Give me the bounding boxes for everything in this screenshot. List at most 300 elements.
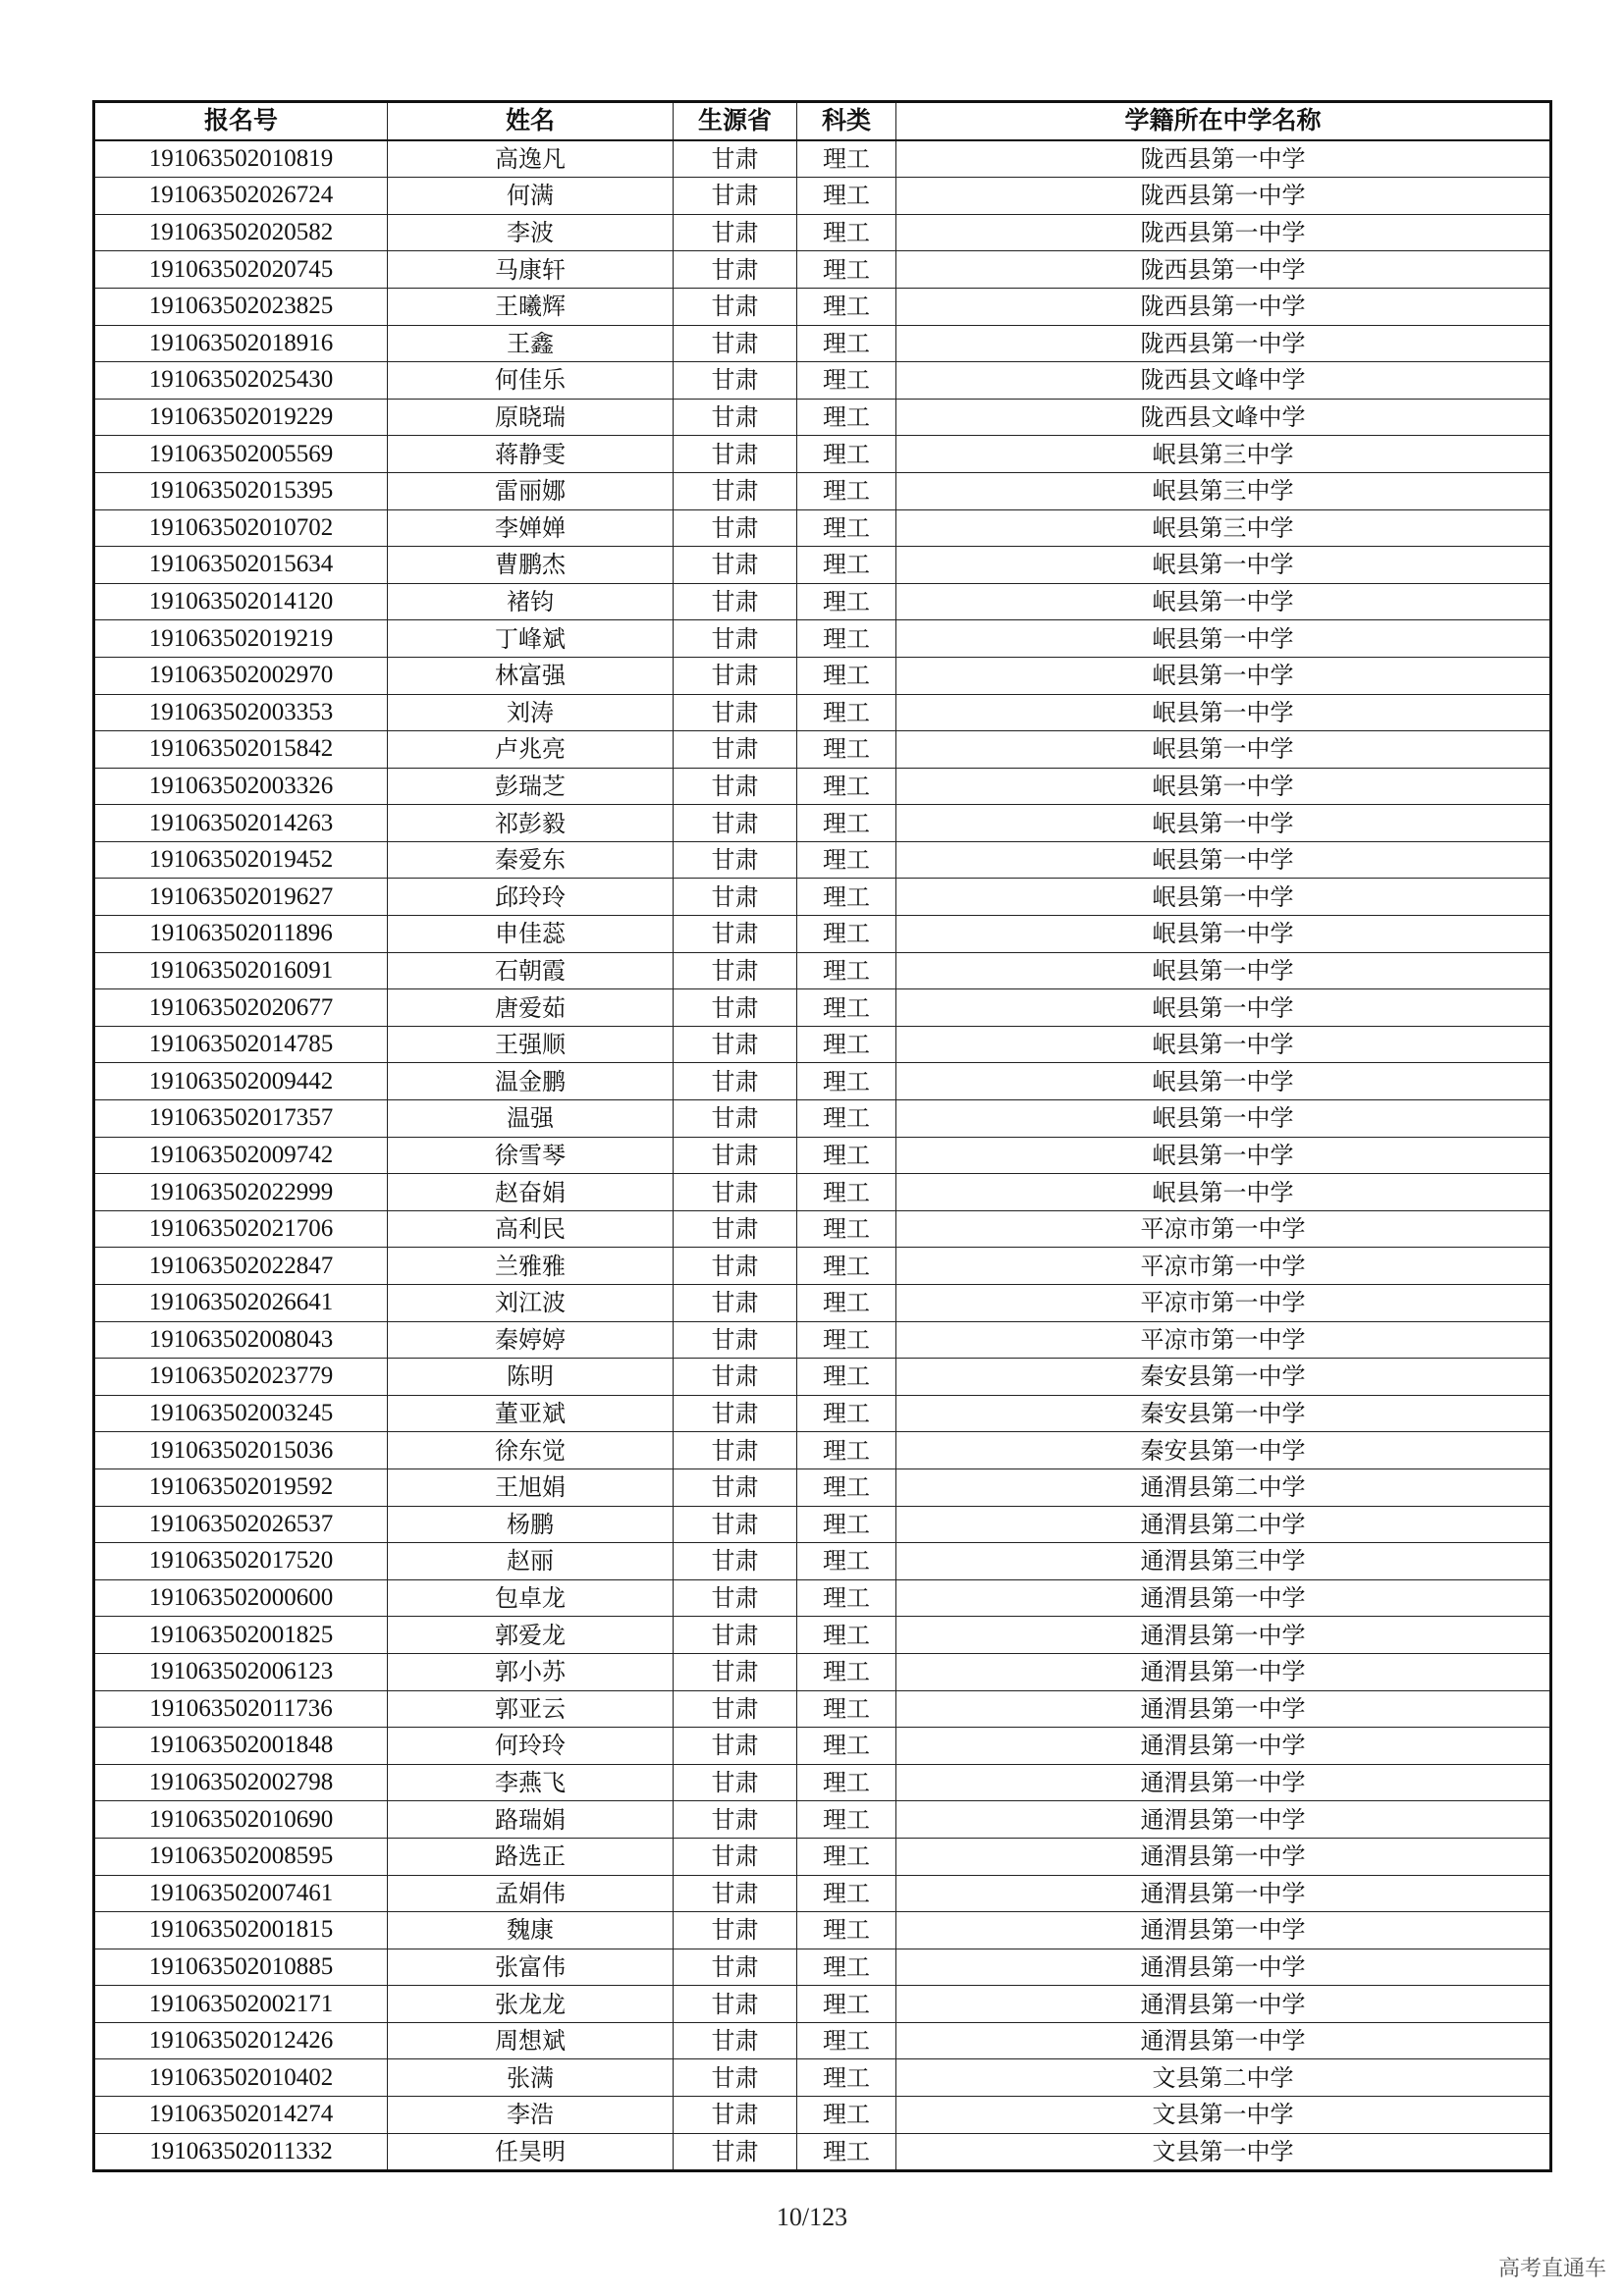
table-row	[94, 399, 1551, 436]
category-cell: 理工	[797, 2059, 896, 2097]
category-cell: 理工	[797, 1210, 896, 1248]
school-name-cell: 岷县第三中学	[896, 509, 1551, 547]
category-cell: 理工	[797, 1100, 896, 1138]
province-cell: 甘肃	[674, 1432, 797, 1469]
admission-list-table	[92, 100, 1552, 2172]
table-row	[94, 694, 1551, 731]
registration-number-cell: 191063502016091	[94, 952, 388, 989]
category-cell: 理工	[797, 657, 896, 694]
category-cell: 理工	[797, 1543, 896, 1580]
category-cell: 理工	[797, 731, 896, 769]
province-cell: 甘肃	[674, 1506, 797, 1543]
registration-number-cell: 191063502019627	[94, 879, 388, 916]
category-cell: 理工	[797, 140, 896, 178]
province-cell: 甘肃	[674, 1210, 797, 1248]
table-row	[94, 952, 1551, 989]
category-cell: 理工	[797, 1617, 896, 1654]
registration-number-cell: 191063502015036	[94, 1432, 388, 1469]
registration-number-cell: 191063502023779	[94, 1359, 388, 1396]
category-cell: 理工	[797, 1063, 896, 1100]
student-name-cell: 王强顺	[388, 1026, 674, 1063]
table-row	[94, 1912, 1551, 1949]
school-name-cell: 岷县第一中学	[896, 1063, 1551, 1100]
registration-number-cell: 191063502011896	[94, 916, 388, 953]
school-name-cell: 秦安县第一中学	[896, 1359, 1551, 1396]
student-name-cell: 秦婷婷	[388, 1321, 674, 1359]
school-name-cell: 岷县第一中学	[896, 768, 1551, 805]
table-row	[94, 1432, 1551, 1469]
province-cell: 甘肃	[674, 472, 797, 509]
table-row	[94, 1728, 1551, 1765]
student-name-cell: 邱玲玲	[388, 879, 674, 916]
province-cell: 甘肃	[674, 1395, 797, 1432]
table-row	[94, 1801, 1551, 1839]
school-name-cell: 文县第一中学	[896, 2133, 1551, 2171]
category-cell: 理工	[797, 1285, 896, 1322]
student-name-cell: 何佳乐	[388, 362, 674, 400]
school-name-cell: 陇西县第一中学	[896, 325, 1551, 362]
registration-number-cell: 191063502012426	[94, 2022, 388, 2059]
category-cell: 理工	[797, 2097, 896, 2134]
student-name-cell: 路瑞娟	[388, 1801, 674, 1839]
province-cell: 甘肃	[674, 731, 797, 769]
registration-number-cell: 191063502008595	[94, 1838, 388, 1875]
student-name-cell: 秦爱东	[388, 841, 674, 879]
school-name-cell: 通渭县第一中学	[896, 1579, 1551, 1617]
province-cell: 甘肃	[674, 916, 797, 953]
student-name-cell: 何玲玲	[388, 1728, 674, 1765]
registration-number-cell: 191063502020745	[94, 251, 388, 289]
registration-number-cell: 191063502001815	[94, 1912, 388, 1949]
header-province: 生源省	[674, 102, 797, 140]
table-row	[94, 1174, 1551, 1211]
category-cell: 理工	[797, 362, 896, 400]
school-name-cell: 通渭县第二中学	[896, 1506, 1551, 1543]
table-row	[94, 509, 1551, 547]
table-row	[94, 1248, 1551, 1285]
category-cell: 理工	[797, 1986, 896, 2023]
province-cell: 甘肃	[674, 1100, 797, 1138]
school-name-cell: 通渭县第一中学	[896, 1617, 1551, 1654]
registration-number-cell: 191063502008043	[94, 1321, 388, 1359]
student-name-cell: 李婵婵	[388, 509, 674, 547]
student-name-cell: 郭小苏	[388, 1653, 674, 1690]
student-name-cell: 王曦辉	[388, 288, 674, 325]
school-name-cell: 岷县第一中学	[896, 731, 1551, 769]
province-cell: 甘肃	[674, 805, 797, 842]
table-row	[94, 1321, 1551, 1359]
province-cell: 甘肃	[674, 583, 797, 620]
registration-number-cell: 191063502025430	[94, 362, 388, 400]
province-cell: 甘肃	[674, 1248, 797, 1285]
category-cell: 理工	[797, 1468, 896, 1506]
province-cell: 甘肃	[674, 1986, 797, 2023]
province-cell: 甘肃	[674, 362, 797, 400]
table-row	[94, 251, 1551, 289]
school-name-cell: 岷县第一中学	[896, 694, 1551, 731]
province-cell: 甘肃	[674, 2133, 797, 2171]
province-cell: 甘肃	[674, 1728, 797, 1765]
category-cell: 理工	[797, 509, 896, 547]
registration-number-cell: 191063502015395	[94, 472, 388, 509]
registration-number-cell: 191063502003245	[94, 1395, 388, 1432]
student-name-cell: 温金鹏	[388, 1063, 674, 1100]
student-name-cell: 申佳蕊	[388, 916, 674, 953]
school-name-cell: 通渭县第一中学	[896, 1875, 1551, 1912]
table-row	[94, 1949, 1551, 1986]
table-row	[94, 657, 1551, 694]
school-name-cell: 岷县第一中学	[896, 1100, 1551, 1138]
student-name-cell: 王旭娟	[388, 1468, 674, 1506]
registration-number-cell: 191063502023825	[94, 288, 388, 325]
province-cell: 甘肃	[674, 436, 797, 473]
province-cell: 甘肃	[674, 694, 797, 731]
student-name-cell: 刘江波	[388, 1285, 674, 1322]
school-name-cell: 岷县第一中学	[896, 952, 1551, 989]
province-cell: 甘肃	[674, 952, 797, 989]
registration-number-cell: 191063502002798	[94, 1764, 388, 1801]
table-row	[94, 768, 1551, 805]
category-cell: 理工	[797, 399, 896, 436]
student-name-cell: 雷丽娜	[388, 472, 674, 509]
category-cell: 理工	[797, 288, 896, 325]
school-name-cell: 岷县第一中学	[896, 657, 1551, 694]
province-cell: 甘肃	[674, 1801, 797, 1839]
province-cell: 甘肃	[674, 509, 797, 547]
province-cell: 甘肃	[674, 2097, 797, 2134]
school-name-cell: 陇西县文峰中学	[896, 399, 1551, 436]
registration-number-cell: 191063502014785	[94, 1026, 388, 1063]
category-cell: 理工	[797, 1248, 896, 1285]
student-name-cell: 张满	[388, 2059, 674, 2097]
table-row	[94, 1543, 1551, 1580]
province-cell: 甘肃	[674, 620, 797, 658]
table-row	[94, 178, 1551, 215]
province-cell: 甘肃	[674, 399, 797, 436]
registration-number-cell: 191063502026537	[94, 1506, 388, 1543]
school-name-cell: 岷县第一中学	[896, 547, 1551, 584]
school-name-cell: 通渭县第一中学	[896, 1949, 1551, 1986]
school-name-cell: 陇西县第一中学	[896, 251, 1551, 289]
school-name-cell: 岷县第一中学	[896, 1137, 1551, 1174]
table-row	[94, 1690, 1551, 1728]
province-cell: 甘肃	[674, 1579, 797, 1617]
registration-number-cell: 191063502010690	[94, 1801, 388, 1839]
table-row	[94, 1395, 1551, 1432]
category-cell: 理工	[797, 1579, 896, 1617]
registration-number-cell: 191063502010819	[94, 140, 388, 178]
registration-number-cell: 191063502026724	[94, 178, 388, 215]
student-name-cell: 郭爱龙	[388, 1617, 674, 1654]
student-name-cell: 周想斌	[388, 2022, 674, 2059]
student-name-cell: 魏康	[388, 1912, 674, 1949]
registration-number-cell: 191063502020582	[94, 214, 388, 251]
registration-number-cell: 191063502017357	[94, 1100, 388, 1138]
student-name-cell: 何满	[388, 178, 674, 215]
category-cell: 理工	[797, 2133, 896, 2171]
registration-number-cell: 191063502005569	[94, 436, 388, 473]
school-name-cell: 通渭县第一中学	[896, 1912, 1551, 1949]
registration-number-cell: 191063502019219	[94, 620, 388, 658]
category-cell: 理工	[797, 1838, 896, 1875]
category-cell: 理工	[797, 1359, 896, 1396]
table-row	[94, 916, 1551, 953]
table-row	[94, 1986, 1551, 2023]
student-name-cell: 石朝霞	[388, 952, 674, 989]
province-cell: 甘肃	[674, 989, 797, 1027]
table-row	[94, 547, 1551, 584]
header-category: 科类	[797, 102, 896, 140]
table-row	[94, 2097, 1551, 2134]
province-cell: 甘肃	[674, 1468, 797, 1506]
school-name-cell: 陇西县文峰中学	[896, 362, 1551, 400]
school-name-cell: 平凉市第一中学	[896, 1321, 1551, 1359]
province-cell: 甘肃	[674, 1359, 797, 1396]
registration-number-cell: 191063502000600	[94, 1579, 388, 1617]
student-name-cell: 郭亚云	[388, 1690, 674, 1728]
student-name-cell: 原晓瑞	[388, 399, 674, 436]
province-cell: 甘肃	[674, 1653, 797, 1690]
province-cell: 甘肃	[674, 2059, 797, 2097]
province-cell: 甘肃	[674, 140, 797, 178]
school-name-cell: 岷县第一中学	[896, 620, 1551, 658]
school-name-cell: 岷县第一中学	[896, 1026, 1551, 1063]
province-cell: 甘肃	[674, 1764, 797, 1801]
header-registration-number: 报名号	[94, 102, 388, 140]
student-name-cell: 刘涛	[388, 694, 674, 731]
student-name-cell: 褚钧	[388, 583, 674, 620]
student-name-cell: 徐东觉	[388, 1432, 674, 1469]
student-name-cell: 杨鹏	[388, 1506, 674, 1543]
student-name-cell: 彭瑞芝	[388, 768, 674, 805]
table-row	[94, 731, 1551, 769]
registration-number-cell: 191063502010702	[94, 509, 388, 547]
header-name: 姓名	[388, 102, 674, 140]
registration-number-cell: 191063502014274	[94, 2097, 388, 2134]
student-name-cell: 陈明	[388, 1359, 674, 1396]
province-cell: 甘肃	[674, 1285, 797, 1322]
category-cell: 理工	[797, 1653, 896, 1690]
table-row	[94, 2133, 1551, 2171]
school-name-cell: 陇西县第一中学	[896, 288, 1551, 325]
school-name-cell: 通渭县第二中学	[896, 1468, 1551, 1506]
registration-number-cell: 191063502003326	[94, 768, 388, 805]
table-row	[94, 1579, 1551, 1617]
province-cell: 甘肃	[674, 768, 797, 805]
student-name-cell: 卢兆亮	[388, 731, 674, 769]
table-row	[94, 1764, 1551, 1801]
registration-number-cell: 191063502020677	[94, 989, 388, 1027]
school-name-cell: 岷县第一中学	[896, 1174, 1551, 1211]
province-cell: 甘肃	[674, 1174, 797, 1211]
province-cell: 甘肃	[674, 841, 797, 879]
school-name-cell: 通渭县第一中学	[896, 1653, 1551, 1690]
category-cell: 理工	[797, 2022, 896, 2059]
student-name-cell: 李燕飞	[388, 1764, 674, 1801]
school-name-cell: 通渭县第三中学	[896, 1543, 1551, 1580]
province-cell: 甘肃	[674, 547, 797, 584]
table-row	[94, 879, 1551, 916]
category-cell: 理工	[797, 620, 896, 658]
registration-number-cell: 191063502015842	[94, 731, 388, 769]
school-name-cell: 岷县第一中学	[896, 583, 1551, 620]
table-row	[94, 1468, 1551, 1506]
school-name-cell: 岷县第一中学	[896, 805, 1551, 842]
student-name-cell: 丁峰斌	[388, 620, 674, 658]
school-name-cell: 平凉市第一中学	[896, 1285, 1551, 1322]
province-cell: 甘肃	[674, 1137, 797, 1174]
table-row	[94, 1063, 1551, 1100]
table-row	[94, 214, 1551, 251]
category-cell: 理工	[797, 547, 896, 584]
province-cell: 甘肃	[674, 2022, 797, 2059]
school-name-cell: 岷县第一中学	[896, 916, 1551, 953]
student-name-cell: 曹鹏杰	[388, 547, 674, 584]
province-cell: 甘肃	[674, 1875, 797, 1912]
table-row	[94, 583, 1551, 620]
school-name-cell: 文县第二中学	[896, 2059, 1551, 2097]
registration-number-cell: 191063502018916	[94, 325, 388, 362]
student-name-cell: 李波	[388, 214, 674, 251]
student-name-cell: 唐爱茹	[388, 989, 674, 1027]
province-cell: 甘肃	[674, 1543, 797, 1580]
category-cell: 理工	[797, 1506, 896, 1543]
province-cell: 甘肃	[674, 178, 797, 215]
category-cell: 理工	[797, 583, 896, 620]
student-name-cell: 任昊明	[388, 2133, 674, 2171]
registration-number-cell: 191063502009742	[94, 1137, 388, 1174]
watermark: 高考直通车	[1497, 2257, 1606, 2281]
category-cell: 理工	[797, 694, 896, 731]
school-name-cell: 岷县第一中学	[896, 879, 1551, 916]
registration-number-cell: 191063502022847	[94, 1248, 388, 1285]
table-row	[94, 1026, 1551, 1063]
table-row	[94, 1359, 1551, 1396]
school-name-cell: 陇西县第一中学	[896, 214, 1551, 251]
table-row	[94, 2059, 1551, 2097]
category-cell: 理工	[797, 1875, 896, 1912]
registration-number-cell: 191063502002171	[94, 1986, 388, 2023]
registration-number-cell: 191063502021706	[94, 1210, 388, 1248]
registration-number-cell: 191063502019452	[94, 841, 388, 879]
province-cell: 甘肃	[674, 1690, 797, 1728]
registration-number-cell: 191063502015634	[94, 547, 388, 584]
table-row	[94, 1653, 1551, 1690]
category-cell: 理工	[797, 436, 896, 473]
category-cell: 理工	[797, 1137, 896, 1174]
registration-number-cell: 191063502010885	[94, 1949, 388, 1986]
school-name-cell: 陇西县第一中学	[896, 140, 1551, 178]
school-name-cell: 岷县第一中学	[896, 841, 1551, 879]
category-cell: 理工	[797, 1690, 896, 1728]
table-row	[94, 1838, 1551, 1875]
registration-number-cell: 191063502014263	[94, 805, 388, 842]
table-row	[94, 989, 1551, 1027]
student-name-cell: 路选正	[388, 1838, 674, 1875]
province-cell: 甘肃	[674, 1838, 797, 1875]
category-cell: 理工	[797, 472, 896, 509]
student-name-cell: 马康轩	[388, 251, 674, 289]
province-cell: 甘肃	[674, 1912, 797, 1949]
province-cell: 甘肃	[674, 1949, 797, 1986]
province-cell: 甘肃	[674, 1063, 797, 1100]
category-cell: 理工	[797, 1395, 896, 1432]
category-cell: 理工	[797, 1764, 896, 1801]
category-cell: 理工	[797, 879, 896, 916]
table-row	[94, 325, 1551, 362]
table-row	[94, 1506, 1551, 1543]
school-name-cell: 岷县第三中学	[896, 436, 1551, 473]
province-cell: 甘肃	[674, 214, 797, 251]
school-name-cell: 平凉市第一中学	[896, 1210, 1551, 1248]
student-name-cell: 赵奋娟	[388, 1174, 674, 1211]
student-name-cell: 林富强	[388, 657, 674, 694]
table-row	[94, 2022, 1551, 2059]
table-row	[94, 805, 1551, 842]
registration-number-cell: 191063502001848	[94, 1728, 388, 1765]
category-cell: 理工	[797, 1432, 896, 1469]
table-row	[94, 1137, 1551, 1174]
registration-number-cell: 191063502006123	[94, 1653, 388, 1690]
category-cell: 理工	[797, 1801, 896, 1839]
table-row	[94, 1285, 1551, 1322]
registration-number-cell: 191063502017520	[94, 1543, 388, 1580]
registration-number-cell: 191063502014120	[94, 583, 388, 620]
table-row	[94, 1210, 1551, 1248]
student-name-cell: 赵丽	[388, 1543, 674, 1580]
school-name-cell: 岷县第一中学	[896, 989, 1551, 1027]
student-name-cell: 李浩	[388, 2097, 674, 2134]
student-name-cell: 高利民	[388, 1210, 674, 1248]
registration-number-cell: 191063502001825	[94, 1617, 388, 1654]
school-name-cell: 陇西县第一中学	[896, 178, 1551, 215]
category-cell: 理工	[797, 178, 896, 215]
registration-number-cell: 191063502026641	[94, 1285, 388, 1322]
student-name-cell: 孟娟伟	[388, 1875, 674, 1912]
table-row	[94, 436, 1551, 473]
category-cell: 理工	[797, 251, 896, 289]
province-cell: 甘肃	[674, 288, 797, 325]
table-row	[94, 472, 1551, 509]
category-cell: 理工	[797, 952, 896, 989]
student-name-cell: 包卓龙	[388, 1579, 674, 1617]
province-cell: 甘肃	[674, 657, 797, 694]
school-name-cell: 秦安县第一中学	[896, 1395, 1551, 1432]
category-cell: 理工	[797, 214, 896, 251]
table-row	[94, 841, 1551, 879]
registration-number-cell: 191063502003353	[94, 694, 388, 731]
province-cell: 甘肃	[674, 251, 797, 289]
category-cell: 理工	[797, 841, 896, 879]
school-name-cell: 秦安县第一中学	[896, 1432, 1551, 1469]
school-name-cell: 文县第一中学	[896, 2097, 1551, 2134]
school-name-cell: 通渭县第一中学	[896, 1728, 1551, 1765]
province-cell: 甘肃	[674, 879, 797, 916]
table-row	[94, 288, 1551, 325]
category-cell: 理工	[797, 768, 896, 805]
registration-number-cell: 191063502011736	[94, 1690, 388, 1728]
table-row	[94, 1875, 1551, 1912]
page-number: 10/123	[776, 2203, 848, 2231]
province-cell: 甘肃	[674, 1617, 797, 1654]
category-cell: 理工	[797, 989, 896, 1027]
registration-number-cell: 191063502019592	[94, 1468, 388, 1506]
student-name-cell: 张富伟	[388, 1949, 674, 1986]
category-cell: 理工	[797, 1912, 896, 1949]
school-name-cell: 通渭县第一中学	[896, 1838, 1551, 1875]
registration-number-cell: 191063502002970	[94, 657, 388, 694]
school-name-cell: 平凉市第一中学	[896, 1248, 1551, 1285]
